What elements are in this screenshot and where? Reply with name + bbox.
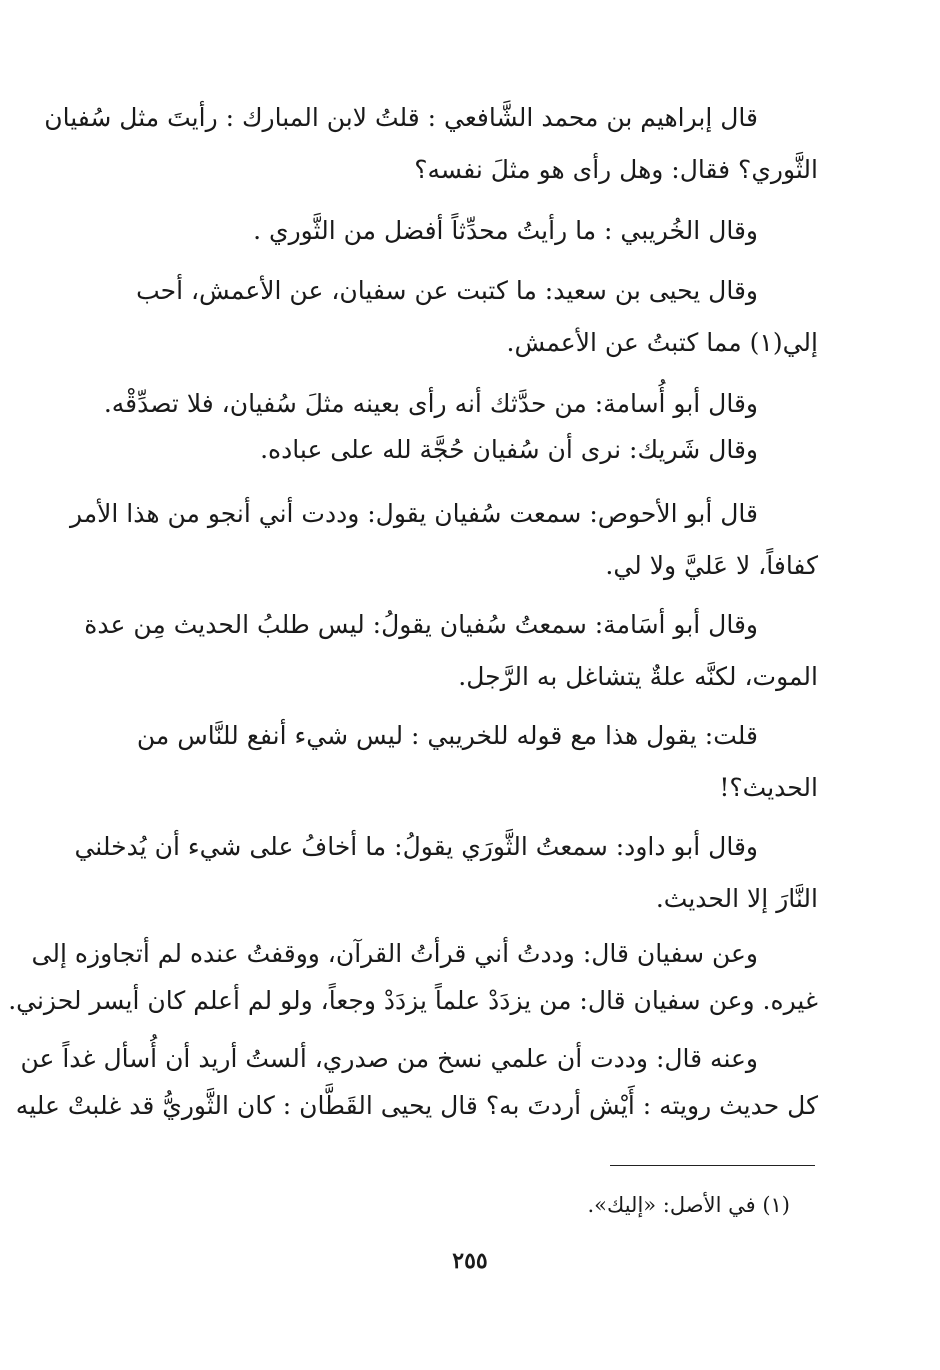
footnote-divider xyxy=(610,1165,815,1166)
text-line: وقال الخُريبي : ما رأيتُ محدِّثاً أفضل من الثَّوري . xyxy=(253,216,758,245)
text-line: قال إبراهيم بن محمد الشَّافعي : قلتُ لابن المبارك : رأيتَ مثل سُفيان xyxy=(44,103,758,132)
text-line: وقال أبو أُسامة: من حدَّثك أنه رأى بعينه مثلَ سُفيان، فلا تصدِّقْه. xyxy=(103,389,758,418)
text-line: وقال أبو أسَامة: سمعتُ سُفيان يقولُ: ليس طلبُ الحديث مِن عدة xyxy=(84,610,758,639)
text-line: وعنه قال: وددت أن علمي نسخ من صدري، ألستُ أريد أن أُسأل غداً عن xyxy=(20,1044,758,1073)
text-line: النَّارَ إلا الحديث. xyxy=(655,884,818,913)
text-line: الحديث؟! xyxy=(719,773,818,802)
text-line: وقال شَريك: نرى أن سُفيان حُجَّة لله على عباده. xyxy=(260,435,758,464)
text-line: قال أبو الأحوص: سمعت سُفيان يقول: وددت أني أنجو من هذا الأمر xyxy=(69,499,758,528)
text-line: الثَّوري؟ فقال: وهل رأى هو مثلَ نفسه؟ xyxy=(414,155,818,184)
text-line: كل حديث رويته : أَيْش أردتَ به؟ قال يحيى القَطَّان : كان الثَّوريُّ قد غلبتْ عليه xyxy=(15,1091,818,1120)
text-line: إلي(١) مما كتبتُ عن الأعمش. xyxy=(506,328,818,357)
text-line: قلت: يقول هذا مع قوله للخريبي : ليس شيء أنفع للنَّاس من xyxy=(136,721,758,750)
text-line: وقال أبو داود: سمعتُ الثَّورَي يقولُ: ما أخافُ على شيء أن يُدخلني xyxy=(74,832,758,861)
page-number: ٢٥٥ xyxy=(452,1248,488,1274)
text-line: كفافاً، لا عَليَّ ولا لي. xyxy=(605,551,818,580)
text-line: غيره. وعن سفيان قال: من يزدَدْ علماً يزدَدْ وجعاً، ولو لم أعلم كان أيسر لحزني. xyxy=(8,986,818,1015)
text-line: وقال يحيى بن سعيد: ما كتبت عن سفيان، عن الأعمش، أحب xyxy=(136,276,758,305)
text-line: الموت، لكنَّه علةٌ يتشاغل به الرَّجل. xyxy=(458,662,818,691)
footnote: (١) في الأصل: «إليك». xyxy=(587,1193,790,1217)
text-line: وعن سفيان قال: وددتُ أني قرأتُ القرآن، ووقفتُ عنده لم أتجاوزه إلى xyxy=(31,939,758,968)
